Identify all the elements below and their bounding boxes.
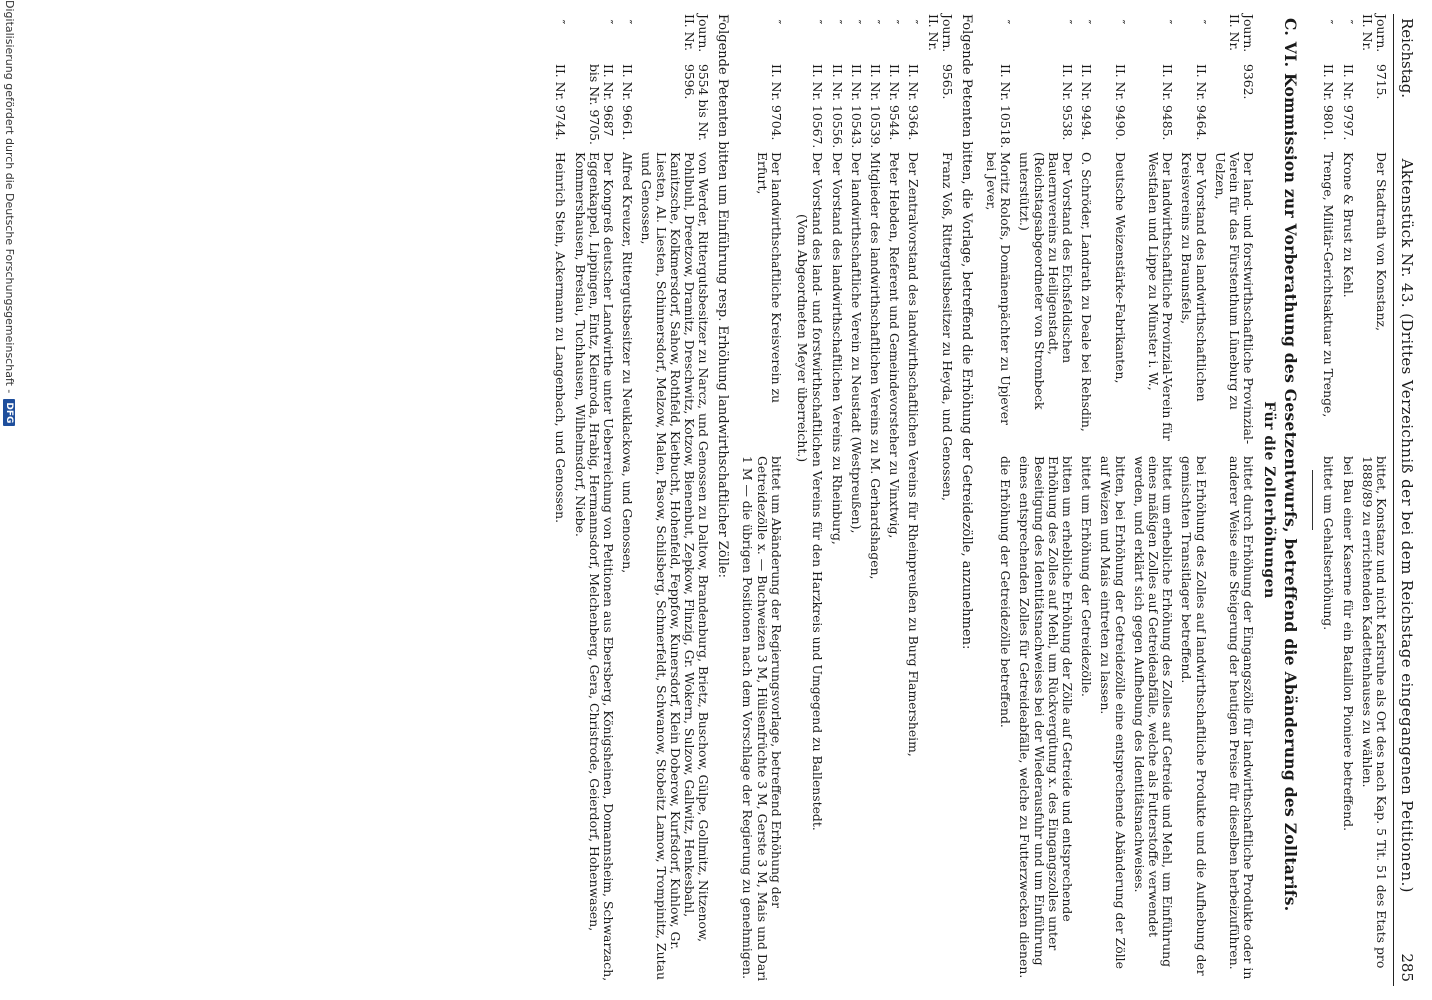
petition-number: II. Nr. 10539.	[867, 64, 883, 149]
group-entry	[639, 14, 710, 986]
page-number: 285	[1398, 953, 1416, 982]
petition-entry	[1360, 14, 1388, 986]
petition-entry	[1179, 14, 1207, 986]
petition-entry	[1340, 14, 1354, 986]
petition-number: II. Nr. 9494.	[1079, 64, 1095, 141]
petitioner: Der Vorstand des landwirthschaftlichen Kreisvereins zu Braunsfels,	[1179, 152, 1209, 402]
ditto-mark: ″	[829, 19, 845, 25]
petitioner: Der Vorstand des Eichsfeldischen Bauernvereins zu Heiligenstadt, (Reichstagsabgeordneter von Strombeck unterstützt.)	[1017, 152, 1075, 410]
petition-entry	[1132, 14, 1175, 986]
petitioner: Franz Voß, Rittergutsbesitzer zu Heyda, und Genossen,	[939, 152, 955, 502]
ditto-mark: ″	[553, 19, 569, 25]
petitioner: Moritz Rolofs, Domänenpächter zu Upjever bei Jever,	[983, 152, 1014, 425]
petitioner: Der landwirthschaftliche Verein zu Neustadt (Westpreußen),	[848, 152, 864, 534]
group-intro: Folgende Petenten bitten, die Vorlage, betreffend die Erhöhung der Getreidezölle, anzunehmen:	[958, 14, 974, 650]
ditto-mark: ″	[1112, 19, 1128, 25]
petitioner: Der Zentralvorstand des landwirthschaftlichen Vereins für Rheinpreußen zu Burg Flamersheim,	[906, 152, 922, 757]
group-entry	[887, 14, 901, 986]
ditto-mark: ″	[1193, 19, 1209, 25]
page-content	[553, 14, 1416, 986]
petition-number: II. Nr. 9744.	[553, 64, 569, 141]
petitioner: Der Vorstand des landwirthschaftlichen Vereins zu Rheinburg,	[829, 152, 845, 545]
petitioner: Der landwirthschaftliche Provinzial-Verein für Westfalen und Lippe zu Münster i. W.,	[1145, 152, 1176, 441]
petition-request: bittet durch Erhöhung der Eingangszölle für landwirthschaftliche Produkte oder in anderer Weise eine Steigerung der heutigen Preise für dieselben herbeizuführen.	[1226, 456, 1257, 980]
petition-number: 9715.	[1374, 64, 1389, 100]
petition-request: bittet um Erhöhung der Getreidezölle.	[1079, 456, 1095, 697]
petitioner: O. Schröder, Landrath zu Deale bei Rehsdin,	[1079, 152, 1095, 432]
header-title: Aktenstück Nr. 43. (Drittes Verzeichniß der bei dem Reichstage eingegangenen Petitionen.)	[1398, 158, 1416, 893]
digitization-footer	[3, 0, 16, 1000]
group-entry	[553, 14, 567, 986]
petition-number: 9565.	[939, 64, 955, 100]
header-left: Reichstag.	[1398, 18, 1416, 99]
petitioner: Alfred Kreuzer, Rittergutsbesitzer zu Neuklackowa, und Genossen,	[620, 152, 636, 574]
petitioner: Deutsche Weizenstärke-Fabrikanten,	[1112, 152, 1128, 384]
petitioner: Trenge, Militär-Gerichtsaktuar zu Trenge,	[1321, 152, 1337, 418]
petition-entry	[1213, 14, 1256, 986]
petition-number: II. Nr. 9797.	[1340, 64, 1356, 141]
petitioner: Peter Hebden, Referent und Gemeindevorsteher zu Vinxtwig,	[887, 152, 903, 539]
petition-entry	[1079, 14, 1093, 986]
petition-number: II. Nr. 9464.	[1193, 64, 1209, 141]
petition-number: II. Nr. 10567.	[810, 64, 826, 149]
petition-number: II. Nr. 9687 bis Nr. 9705.	[586, 64, 617, 145]
ditto-mark: ″	[906, 19, 922, 25]
group-note: (Vom Abgeordneten Meyer überreicht.)	[795, 214, 811, 463]
petition-entry	[1098, 14, 1126, 986]
group-entry	[572, 14, 615, 986]
petition-request: bittet um Abänderung der Regierungsvorlage, betreffend Erhöhung der Getreidezölle x. — Buchweizen 3 M, Hülsenfrüchte 3 M, Gerste 3 M, Mais und Dari 1 M — die übrigen Positionen nach dem Vorschlage der Regierung zu genehmigen.	[740, 456, 784, 982]
petition-request: bei Bau einer Kaserne für ein Bataillon Pioniere betreffend.	[1340, 456, 1356, 832]
petitioner: Der land- und forstwirthschaftliche Provinzial-Verein für das Fürstenthum Lüneburg zu Uelzen,	[1212, 152, 1257, 445]
group-entry	[906, 14, 920, 986]
group-entry	[810, 14, 824, 986]
petition-entry	[984, 14, 1012, 986]
journal-label: Journ. II. Nr.	[1226, 14, 1257, 53]
ditto-mark: ″	[1340, 19, 1356, 25]
petition-request: bei Erhöhung des Zolles auf landwirthschaftliche Produkte und die Aufhebung der gemischten Transitlager betreffend.	[1179, 456, 1209, 976]
petition-number: II. Nr. 10518.	[998, 64, 1014, 149]
petition-request: bitten um erhebliche Erhöhung der Zölle auf Getreide und entsprechende Erhöhung des Zolles auf Mehl, um Rückvergütung x. des Eingangszolles unter Beseitigung des Identitätsnachweises bei der Wiederausfuhr und um Einführung eines entsprechenden Zolles für Getreideabfälle, welche zu Futterzwecken dienen.	[1017, 456, 1075, 979]
petition-number: II. Nr. 9544.	[887, 64, 903, 141]
group-entry	[829, 14, 843, 986]
petition-request: bittet um erhebliche Erhöhung des Zolles auf Getreide und Mehl, um Einführung eines mäßigen Zolles auf Getreideabfälle, welche als Futterstoffe verwendet werden, und erklärt sich gegen Aufhebung des Identitätsnachweises.	[1131, 456, 1176, 968]
petitioner: Der Stadtrath von Konstanz,	[1374, 152, 1389, 332]
petition-number: II. Nr. 9801.	[1321, 64, 1337, 141]
petition-entry	[740, 14, 783, 986]
ditto-mark: ″	[1079, 19, 1095, 25]
petition-number: II. Nr. 9538.	[1059, 64, 1075, 141]
group-entry	[849, 14, 863, 986]
ditto-mark: ″	[810, 19, 826, 25]
petitioner: Der landwirthschaftliche Kreisverein zu Erfurt,	[754, 152, 784, 404]
dfg-logo: DFG	[4, 399, 16, 426]
ditto-mark: ″	[768, 19, 784, 25]
group-entry	[868, 14, 882, 986]
petition-number: II. Nr. 9661.	[620, 64, 636, 141]
ditto-mark: ″	[848, 19, 864, 25]
petition-number: 9554 bis Nr. 9596.	[682, 64, 712, 142]
petitioner: Heinrich Stein, Ackermann zu Langenbach, und Genossen.	[553, 152, 569, 524]
petition-request: bittet, Konstanz und nicht Karlsruhe als Ort des nach Kap. 5 Tit. 51 des Etats pro 1888/89 zu errichtenden Kadettenhauses zu wählen.	[1359, 456, 1389, 969]
petitioner: von Werder, Rittergutsbesitzer zu Narcz, und Genossen zu Daltow, Brandenburg, Brietz, Buschow, Gülpe, Gollmitz, Nitzenow, Pohlbuhl, Dreetzow, Dramitz, Dreschwitz, Kotzow, Bienenbut, Zepkow, Flinzig, Gr. Wokern, Sulzow, Gallwitz, Henkesbahl, Kanitzsche, Kolkmersdorf, Sahow, Rothfeld, Kietbucht, Hohenfeld, Feppfow, Kunersdorf, Klein Doberow, Kurfsdorf, Kuhlow, Gr. Liesten, Al. Liesten, Schinnersdorf, Melzow, Malen, Pasow, Schilsberg, Schmerfeldt, Schwanow, Stobeitz Lamow, Trompinitz, Zutau und Genossen,	[639, 152, 712, 980]
petition-number: 9362.	[1241, 64, 1257, 100]
journal-label: Journ. II. Nr.	[682, 14, 712, 53]
ditto-mark: ″	[620, 19, 636, 25]
petition-number: II. Nr. 10556.	[829, 64, 845, 149]
page-header	[1393, 14, 1416, 986]
journal-label: Journ. II. Nr.	[1359, 14, 1389, 53]
ditto-mark: ″	[1321, 19, 1337, 25]
digitization-note: Digitalisierung gefördert durch die Deutsche Forschungsgemeinschaft -	[3, 0, 16, 394]
petitioner: Krone & Brust zu Kehl.	[1340, 152, 1356, 298]
petition-entry	[1017, 14, 1074, 986]
petition-number: II. Nr. 9490.	[1112, 64, 1128, 141]
group2-intro: Folgende Petenten bitten um Einführung resp. Erhöhung landwirthschaftlicher Zölle:	[715, 14, 731, 579]
petition-request: bitten, bei Erhöhung der Getreidezölle eine entsprechende Abänderung der Zölle auf Weizen und Mais eintreten zu lassen.	[1098, 456, 1128, 969]
section-subtitle: Für die Zollerhöhungen	[1261, 401, 1278, 599]
petition-entry	[1321, 14, 1335, 986]
petition-number: II. Nr. 9704.	[768, 64, 784, 141]
ditto-mark: ″	[601, 19, 617, 25]
group-entry	[925, 14, 953, 986]
petitioner: Mitglieder des landwirthschaftlichen Vereins zu M. Gerhardshagen,	[867, 152, 883, 580]
petition-number: II. Nr. 10543.	[848, 64, 864, 149]
ditto-mark: ″	[1059, 19, 1075, 25]
petition-number: II. Nr. 9364.	[906, 64, 922, 141]
petition-number: II. Nr. 9485.	[1160, 64, 1176, 141]
ditto-mark: ″	[1160, 19, 1176, 25]
petitioner: Der Vorstand des land- und forstwirthschaftlichen Vereins für den Harzkreis und Umgegend zu Ballenstedt.	[810, 152, 826, 831]
section-title: C. VI. Kommission zur Vorberathung des Gesetzentwurfs, betreffend die Abänderung des Zolltarifs.	[1281, 18, 1301, 912]
divider	[1312, 470, 1313, 530]
group-entry	[620, 14, 634, 986]
ditto-mark: ″	[887, 19, 903, 25]
ditto-mark: ″	[998, 19, 1014, 25]
petition-request: die Erhöhung der Getreidezölle betreffend.	[998, 456, 1014, 728]
ditto-mark: ″	[867, 19, 883, 25]
petition-request: bittet um Gehaltserhöhung.	[1321, 456, 1337, 631]
petitioner: Der Kongreß deutscher Landwirthe unter Ueberreichung von Petitionen aus Ebersberg, Königsheinen, Domannsheim, Schwarzach, Eggenkappel, Lippingen, Eintz, Kleinroda, Hrabig, Hermannsdorf, Melchenberg, Gera, Christrode, Geierdorf, Hohenwasen, Kommershausen, Breslau, Tuchhausen, Wilhelmsdorf, Niebe.	[572, 152, 617, 982]
journal-label: Journ. II. Nr.	[925, 14, 955, 53]
